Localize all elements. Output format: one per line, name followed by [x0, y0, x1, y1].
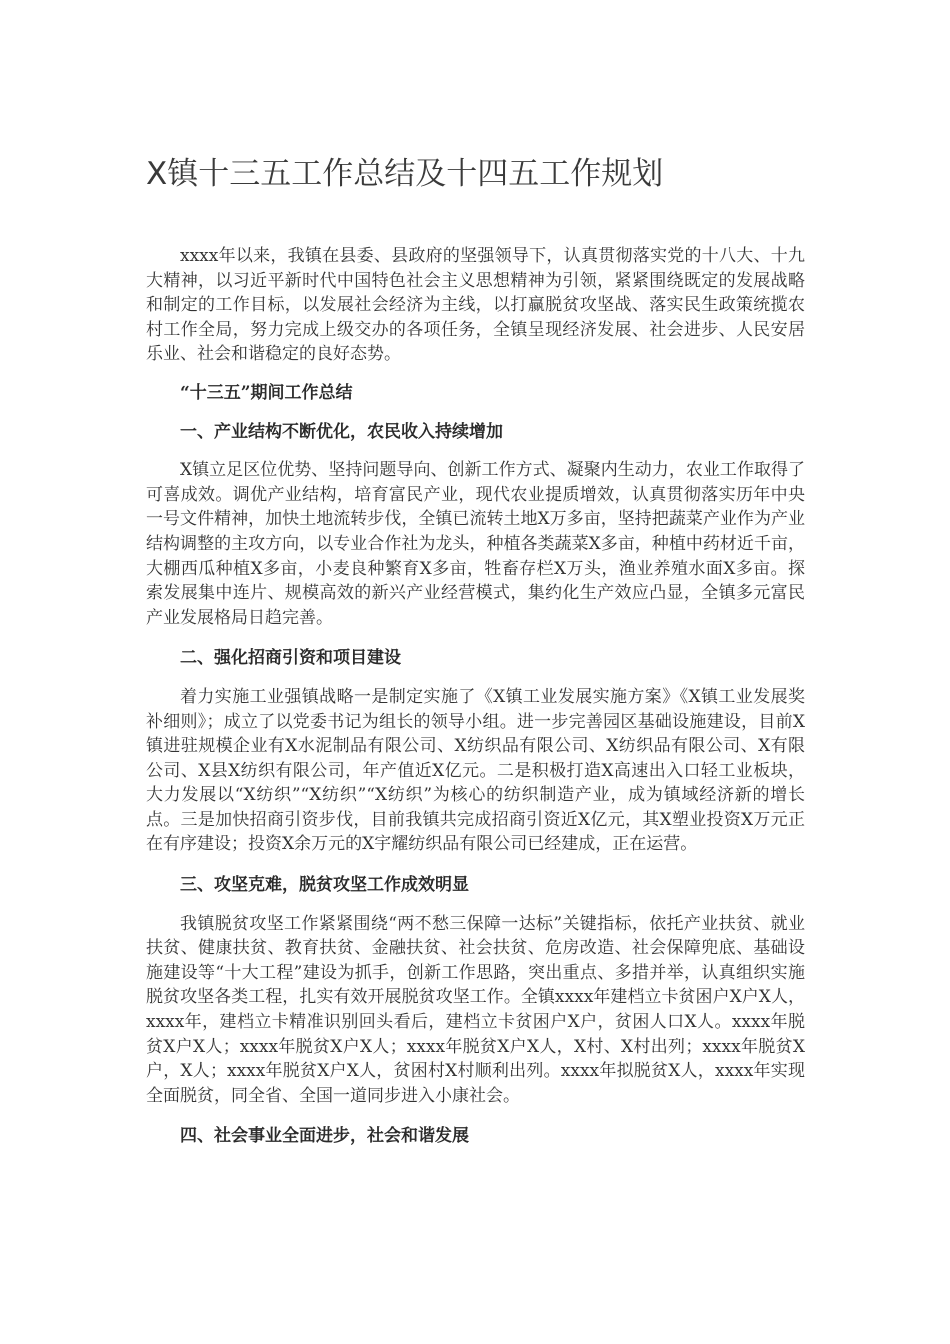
section-2-paragraph: 着力实施工业强镇战略一是制定实施了《X镇工业发展实施方案》《X镇工业发展奖补细则》；成立了以党委书记为组长的领导小组。进一步完善园区基础设施建设，目前X镇进驻规模企业有X水泥制品有限公司、X纺织品有限公司、X纺织品有限公司、X有限公司、X县X纺织有限公司，年产值近X亿元。二是积极打造X高速出入口轻工业板块，大力发展以“X纺织”“X纺织”“X纺织”为核心的纺织制造产业，成为镇域经济新的增长点。三是加快招商引资步伐，目前我镇共完成招商引资近X亿元，其X塑业投资X万元正在有序建设；投资X余万元的X宇耀纺织品有限公司已经建成，正在运营。	[146, 686, 805, 855]
document-body	[146, 244, 805, 1149]
section-4-heading: 四、社会事业全面进步，社会和谐发展	[180, 1126, 469, 1147]
section-1-heading: 一、产业结构不断优化，农民收入持续增加	[180, 421, 503, 442]
section-3-paragraph: 我镇脱贫攻坚工作紧紧围绕“两不愁三保障一达标”关键指标，依托产业扶贫、就业扶贫、健康扶贫、教育扶贫、金融扶贫、社会扶贫、危房改造、社会保障兜底、基础设施建设等“十大工程”建设为抓手，创新工作思路，突出重点、多措并举，认真组织实施脱贫攻坚各类工程，扎实有效开展脱贫攻坚工作。全镇xxxx年建档立卡贫困户X户X人，xxxx年，建档立卡精准识别回头看后，建档立卡贫困户X户，贫困人口X人。xxxx年脱贫X户X人；xxxx年脱贫X户X人；xxxx年脱贫X户X人，X村、X村出列；xxxx年脱贫X户，X人；xxxx年脱贫X户X人，贫困村X村顺利出列。xxxx年拟脱贫X人，xxxx年实现全面脱贫，同全省、全国一道同步进入小康社会。	[146, 913, 805, 1106]
part-heading: “十三五”期间工作总结	[180, 382, 353, 403]
section-1-paragraph: X镇立足区位优势、坚持问题导向、创新工作方式、凝聚内生动力，农业工作取得了可喜成效。调优产业结构，培育富民产业，现代农业提质增效，认真贯彻落实历年中央一号文件精神，加快土地流转步伐，全镇已流转土地X万多亩，坚持把蔬菜产业作为产业结构调整的主攻方向，以专业合作社为龙头，种植各类蔬菜X多亩，种植中药材近千亩，大棚西瓜种植X多亩，小麦良种繁育X多亩，牲畜存栏X万头，渔业养殖水面X多亩。探索发展集中连片、规模高效的新兴产业经营模式，集约化生产效应凸显，全镇多元富民产业发展格局日趋完善。	[146, 460, 805, 628]
section-2-heading: 二、强化招商引资和项目建设	[180, 648, 401, 669]
document-title: X镇十三五工作总结及十四五工作规划	[146, 156, 664, 192]
intro-paragraph: xxxx年以来，我镇在县委、县政府的坚强领导下，认真贯彻落实党的十八大、十九大精神，以习近平新时代中国特色社会主义思想精神为引领，紧紧围绕既定的发展战略和制定的工作目标，以发展社会经济为主线，以打赢脱贫攻坚战、落实民生政策统揽农村工作全局，努力完成上级交办的各项任务，全镇呈现经济发展、社会进步、人民安居乐业、社会和谐稳定的良好态势。	[146, 246, 805, 365]
section-3-heading: 三、攻坚克难，脱贫攻坚工作成效明显	[180, 875, 469, 896]
